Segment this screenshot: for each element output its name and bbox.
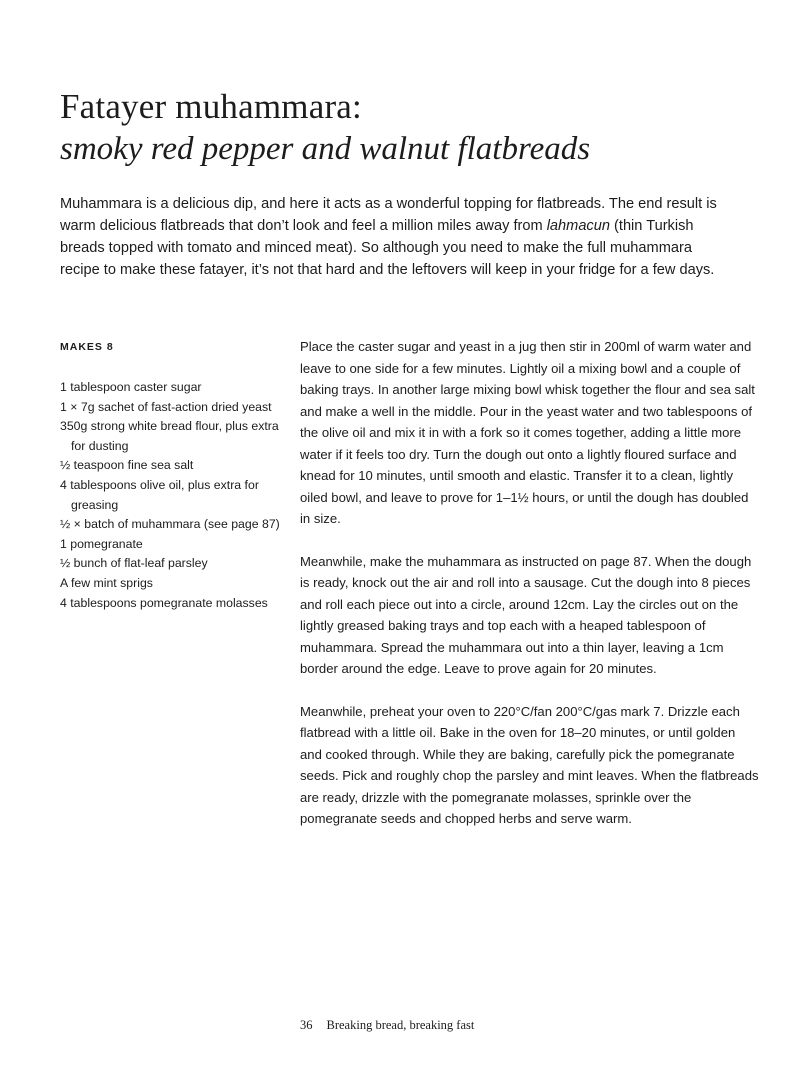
ingredient-item: A few mint sprigs [60,575,153,590]
section-title: Breaking bread, breaking fast [326,1018,475,1032]
method-section [300,336,760,851]
ingredient-item: 1 × 7g sachet of fast-action dried yeast [60,399,272,414]
yield-heading: MAKES 8 [60,341,114,353]
method-step: Place the caster sugar and yeast in a jug then stir in 200ml of warm water and leave to one side for a few minutes. Lightly oil a mixing bowl and a couple of baking trays. In another large mixing bowl whisk together the flour and sea salt and make a well in the middle. Pour in the yeast water and two tablespoons of the olive oil and mix it in with a fork so it comes together, adding a little more water if it feels too dry. Turn the dough out onto a lightly floured surface and knead for 10 minutes, until smooth and elastic. Transfer it to a clean, lightly oiled bowl, and leave to prove for 1–1½ hours, or until the dough has doubled in size. [300,339,755,526]
method-step: Meanwhile, preheat your oven to 220°C/fan 200°C/gas mark 7. Drizzle each flatbread with a little oil. Bake in the oven for 18–20 minutes, or until golden and cooked through. While they are baking, carefully pick the pomegranate seeds. Pick and roughly chop the parsley and mint leaves. When the flatbreads are ready, drizzle with the pomegranate molasses, sprinkle over the pomegranate seeds and chopped herbs and serve warm. [300,703,759,826]
ingredient-item: ½ teaspoon fine sea salt [60,458,194,473]
ingredient-item: 4 tablespoons pomegranate molasses [60,595,268,610]
recipe-title: Fatayer muhammara: [60,87,362,126]
ingredient-item: 350g strong white bread flour, plus extra for dusting [60,419,279,453]
page-footer [300,1018,474,1033]
ingredient-item: 1 pomegranate [60,536,143,551]
recipe-subtitle: smoky red pepper and walnut flatbreads [60,131,591,167]
intro-paragraph [60,193,725,281]
intro-text-start: Muhammara is a delicious dip, and here it acts as a wonderful topping for flatbreads. The end result is warm delicious flatbreads that don’t look and feel a million miles away from [60,196,717,234]
intro-text-end: (thin Turkish breads topped with tomato and minced meat). So although you need to make the full muhammara recipe to make these fatayer, it’s not that hard and the leftovers will keep in your fridge for a few days. [60,218,715,278]
intro-emphasis: lahmacun [546,218,610,234]
ingredient-item: ½ bunch of flat-leaf parsley [60,556,208,571]
ingredient-item: ½ × batch of muhammara (see page 87) [60,517,280,532]
page-number: 36 [300,1018,313,1032]
ingredients-list [60,378,285,613]
ingredient-item: 4 tablespoons olive oil, plus extra for greasing [60,477,259,512]
method-step: Meanwhile, make the muhammara as instructed on page 87. When the dough is ready, knock out the air and roll into a sausage. Cut the dough into 8 pieces and roll each piece out into a circle, around 12cm. Lay the circles out on the lightly greased baking trays and top each with a heaped tablespoon of muhammara. Spread the muhammara out into a thin layer, leaving a 1cm border around the edge. Leave to prove again for 20 minutes. [300,553,752,676]
ingredient-item: 1 tablespoon caster sugar [60,380,202,394]
